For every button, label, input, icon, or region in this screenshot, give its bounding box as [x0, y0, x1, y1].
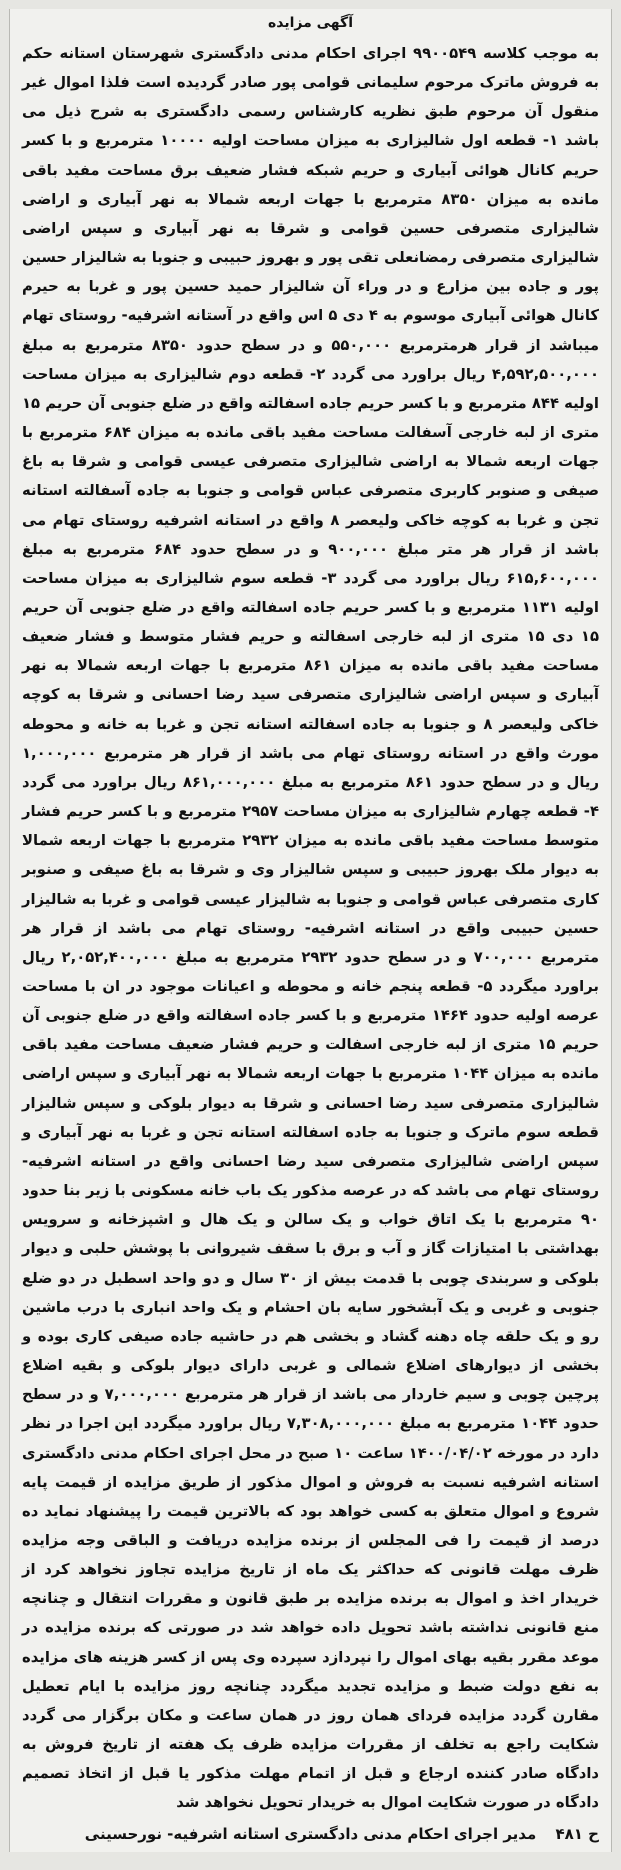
- notice-signature: مدیر اجرای احکام مدنی دادگستری استانه اشرفیه- نورحسینی: [84, 1825, 537, 1843]
- notice-title: آگهی مزایده: [267, 15, 353, 31]
- notice-footer: [22, 1822, 599, 1846]
- notice-code: ح ۴۸۱: [555, 1825, 599, 1843]
- newspaper-notice: [9, 9, 612, 1852]
- notice-body: به موجب کلاسه ۹۹۰۰۵۴۹ اجرای احکام مدنی دادگستری شهرستان استانه حکم به فروش ماترک مرحوم سلیمانی قوامی پور صادر گردیده است فلذا اموال غیر منقول آن مرحوم طبق نظریه کارشناس رسمی دادگستری به شرح ذیل می باشد ۱- قطعه اول شالیزاری به میزان مساحت اولیه ۱۰۰۰۰ مترمربع و با کسر حریم کانال هوائی آبیاری و حریم شبکه فشار ضعیف برق مساحت مفید باقی مانده به میزان ۸۳۵۰ مترمربع با جهات اربعه شمالا به نهر آبیاری و اراضی شالیزاری متصرفی حسین قوامی و شرقا به نهر آبیاری و سپس اراضی شالیزاری متصرفی رمضانعلی تقی پور و بهروز حبیبی و جنوبا به شالیزار حسین پور و جاده بین مزارع و در وراء آن شالیزار حمید حسین پور و غربا به حیرم کانال هوائی آبیاری موسوم به ۴ دی ۵ اس واقع در آستانه اشرفیه- روستای تهام میباشد از قرار هرمترمربع ۵۵۰,۰۰۰ و در سطح حدود ۸۳۵۰ مترمربع به مبلغ ۴,۵۹۲,۵۰۰,۰۰۰ ریال براورد می گردد ۲- قطعه دوم شالیزاری به میزان مساحت اولیه ۸۴۴ مترمربع و با کسر حریم جاده اسفالته واقع در ضلع جنوبی آن حریم ۱۵ متری از لبه خارجی آسفالت مساحت مفید باقی مانده به میزان ۶۸۴ مترمربع با جهات اربعه شمالا به اراضی شالیزاری متصرفی عیسی قوامی و شرقا به باغ صیفی و صنوبر کاربری متصرفی عباس قوامی و جنوبا به جاده آسفالته استانه تجن و غربا به کوچه خاکی ولیعصر ۸ واقع در استانه اشرفیه روستای تهام می باشد از قرار هر متر مبلغ ۹۰۰,۰۰۰ و در سطح حدود ۶۸۴ مترمربع به مبلغ ۶۱۵,۶۰۰,۰۰۰ ریال براورد می گردد ۳- قطعه سوم شالیزاری به میزان مساحت اولیه ۱۱۳۱ مترمربع و با کسر حریم جاده اسفالته واقع در ضلع جنوبی آن حریم ۱۵ دی ۱۵ متری از لبه خارجی اسفالته و حریم فشار متوسط و فشار ضعیف مساحت مفید باقی مانده به میزان ۸۶۱ مترمربع با جهات اربعه شمالا به نهر آبیاری و سپس اراضی شالیزاری متصرفی سید رضا احسانی و شرقا به کوچه خاکی ولیعصر ۸ و جنوبا به جاده اسفالته استانه تجن و غربا به خانه و محوطه مورث واقع در استانه روستای تهام می باشد از قرار هر مترمربع ۱,۰۰۰,۰۰۰ ریال و در سطح حدود ۸۶۱ مترمربع به مبلغ ۸۶۱,۰۰۰,۰۰۰ ریال براورد می گردد ۴- قطعه چهارم شالیزاری به میزان مساحت ۲۹۵۷ مترمربع و با کسر حریم فشار متوسط مساحت مفید باقی مانده به میزان ۲۹۳۲ مترمربع با جهات اربعه شمالا به دیوار ملک بهروز حبیبی و سپس شالیزار وی و شرقا به باغ صیفی و صنوبر کاری متصرفی عباس قوامی و جنوبا به شالیزار عیسی قوامی و غربا به شالیزار حسین حبیبی واقع در استانه اشرفیه- روستای تهام می باشد از قرار هر مترمربع ۷۰۰,۰۰۰ و در سطح حدود ۲۹۳۲ مترمربع به مبلغ ۲,۰۵۲,۴۰۰,۰۰۰ ریال براورد میگردد ۵- قطعه پنجم خانه و محوطه و اعیانات موجود در ان با مساحت عرصه اولیه حدود ۱۴۶۴ مترمربع و با کسر جاده اسفالته واقع در ضلع جنوبی آن حریم ۱۵ متری از لبه خارجی اسفالت و حریم فشار ضعیف مساحت مفید باقی مانده به میزان ۱۰۴۴ مترمربع با جهات اربعه شمالا به نهر آبیاری و سپس اراضی شالیزاری متصرفی سید رضا احسانی و شرقا به دیوار بلوکی و سپس شالیزار قطعه سوم ماترک و جنوبا به جاده اسفالته استانه تجن و غربا به نهر آبیاری و سپس اراضی شالیزاری متصرفی سید رضا احسانی واقع در استانه اشرفیه- روستای تهام می باشد که در عرصه مذکور یک باب خانه مسکونی با زیر بنا حدود ۹۰ مترمربع با یک اتاق خواب و یک سالن و یک هال و اشپزخانه و سرویس بهداشتی با امتیازات گاز و آب و برق با سقف شیروانی با پوشش حلبی و دیوار بلوکی و سربندی چوبی با قدمت بیش از ۳۰ سال و دو واحد اسطبل در دو ضلع جنوبی و غربی و یک آبشخور سایه بان احشام و یک واحد انباری با درب ماشین رو و یک حلقه چاه دهنه گشاد و بخشی هم در حاشیه جاده صیفی کاری بوده و بخشی از دیوارهای اضلاع شمالی و غربی دارای دیوار بلوکی و بقیه اضلاع پرچین چوبی و سیم خاردار می باشد از قرار هر مترمربع ۷,۰۰۰,۰۰۰ و در سطح حدود ۱۰۴۴ مترمربع به مبلغ ۷,۳۰۸,۰۰۰,۰۰۰ ریال براورد میگردد این اجرا در نظر دارد در مورخه ۱۴۰۰/۰۴/۰۲ ساعت ۱۰ صبح در محل اجرای احکام مدنی دادگستری استانه اشرفیه نسبت به فروش و اموال مذکور از طریق مزایده از قیمت پایه شروع و اموال متعلق به کسی خواهد بود که بالاترین قیمت را پیشنهاد نماید ده درصد از قیمت را فی المجلس از برنده مزایده دریافت و الباقی وجه مزایده ظرف مهلت قانونی که حداکثر یک ماه از تاریخ مزایده تجاوز نخواهد کرد از خریدار اخذ و اموال به برنده مزایده بر طبق قانون و مقررات انتقال و چنانچه منع قانونی نداشته باشد تحویل داده خواهد شد در صورتی که برنده مزایده در موعد مقرر بقیه بهای اموال را نپردازد سپرده وی پس از کسر هزینه های مزایده به نفع دولت ضبط و مزایده تجدید میگردد چنانچه روز مزایده با ایام تعطیل مقارن گردد مزایده فردای همان روز در همان ساعت و مکان برگزار می گردد شکایت راجع به تخلف از مقررات مزایده ظرف یک هفته از تاریخ فروش به دادگاه صادر کننده ارجاع و قبل از اتمام مهلت مذکور یا قبل از اتخاذ تصمیم دادگاه در صورت شکایت اموال به خریدار تحویل نخواهد شد: [22, 45, 600, 1812]
